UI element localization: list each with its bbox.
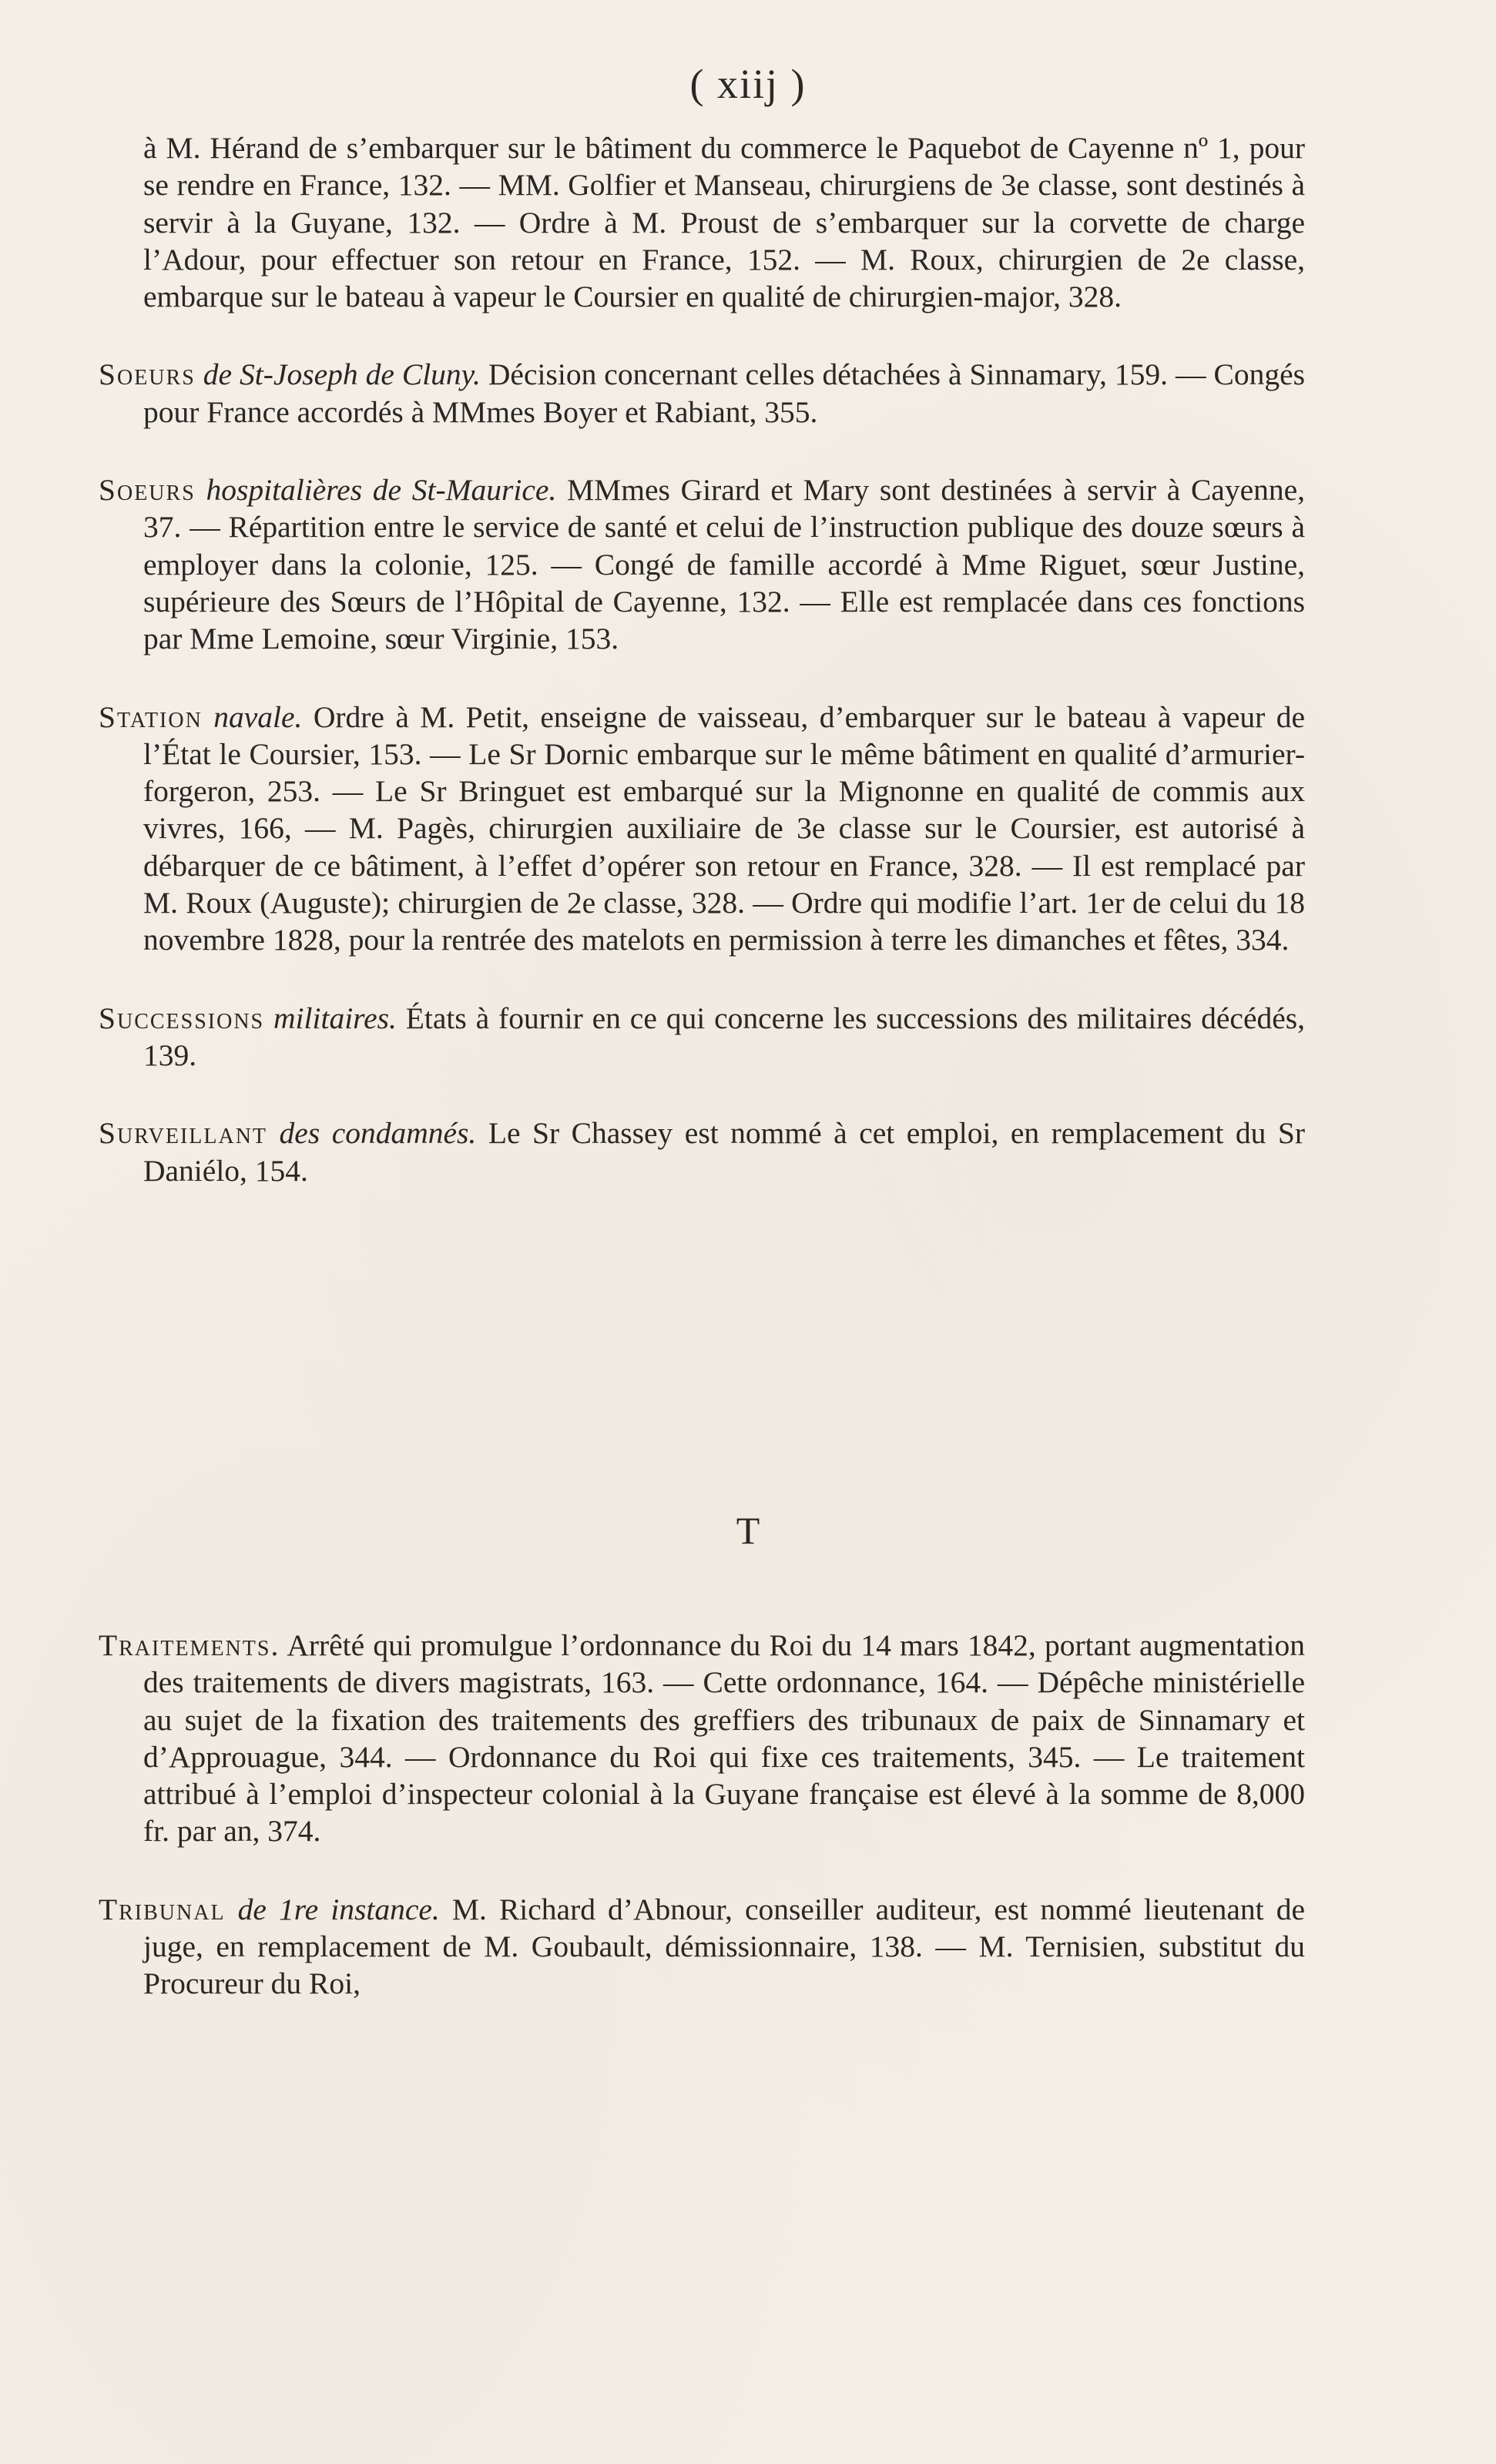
entry-successions	[99, 1000, 1305, 1074]
entry-heading-italic: de St-Joseph de Cluny.	[203, 357, 481, 392]
entry-body: M. Richard d’Abnour, conseiller auditeur, est nommé lieutenant de juge, en remplacement de M. Goubault, démissionnaire, 138. — M. Ternisien, substitut du Procureur du Roi,	[143, 1892, 1306, 2001]
entry-tribunal	[99, 1891, 1305, 2003]
entry-body: Ordre à M. Petit, enseigne de vaisseau, d’embarquer sur le bateau à vapeur de l’État le Coursier, 153. — Le Sr Dornic embarque sur le même bâtiment en qualité d’armurier-forgeron, 253. — Le Sr Bringuet est embarqué sur la Mignonne en qualité de commis aux vivres, 166, — M. Pagès, chirurgien auxiliaire de 3e classe sur le Coursier, est autorisé à débarquer de ce bâtiment, à l’effet d’opérer son retour en France, 328. — Il est remplacé par M. Roux (Auguste); chirurgien de 2e classe, 328. — Ordre qui modifie l’art. 1er de celui du 18 novembre 1828, pour la rentrée des matelots en permission à terre les dimanches et fêtes, 334.	[143, 699, 1306, 957]
entry-heading: Soeurs	[99, 473, 196, 508]
entry-heading: Soeurs	[99, 357, 196, 392]
entry-heading: Surveillant	[99, 1116, 268, 1151]
entry-body: Le Sr Chassey est nommé à cet emploi, en remplacement du Sr Daniélo, 154.	[143, 1116, 1306, 1188]
section-letter: T	[736, 1509, 760, 1552]
entry-surveillant	[99, 1115, 1305, 1189]
index-text-t	[99, 1627, 1305, 2003]
entry-continuation: à M. Hérand de s’embarquer sur le bâtiment du commerce le Paquebot de Cayenne nº 1, pour se rendre en France, 132. — MM. Golfier et Manseau, chirurgiens de 3e classe, sont destinés à servir à la Guyane, 132. — Ordre à M. Proust de s’embarquer sur la corvette de charge l’Adour, pour effectuer son retour en France, 152. — M. Roux, chirurgien de 2e classe, embarque sur le bateau à vapeur le Coursier en qualité de chirurgien-major, 328.	[143, 131, 1305, 314]
entry-station-navale	[99, 699, 1305, 959]
entry-body: MMmes Girard et Mary sont destinées à servir à Cayenne, 37. — Répartition entre le service de santé et celui de l’instruction publique des douze sœurs à employer dans la colonie, 125. — Congé de famille accordé à Mme Riguet, sœur Justine, supérieure des Sœurs de l’Hôpital de Cayenne, 132. — Elle est remplacée dans ces fonctions par Mme Lemoine, sœur Virginie, 153.	[143, 473, 1306, 656]
index-text	[99, 129, 1305, 1189]
entry-heading-italic: des condamnés.	[279, 1116, 477, 1151]
entry-heading: Station	[99, 699, 203, 734]
entry-traitements	[99, 1627, 1305, 1850]
entry-body: Décision concernant celles détachées à Sinnamary, 159. — Congés pour France accordés à MMmes Boyer et Rabiant, 355.	[143, 357, 1306, 429]
entry-heading: Tribunal	[99, 1892, 226, 1926]
entry-body: Arrêté qui promulgue l’ordonnance du Roi du 14 mars 1842, portant augmentation des traitements de divers magistrats, 163. — Cette ordonnance, 164. — Dépêche ministérielle au sujet de la fixation des traitements des greffiers des tribunaux de paix de Sinnamary et d’Approuague, 344. — Ordonnance du Roi qui fixe ces traitements, 345. — Le traitement attribué à l’emploi d’inspecteur colonial à la Guyane française est élevé à la somme de 8,000 fr. par an, 374.	[143, 1628, 1305, 1849]
entry-heading-italic: hospitalières de St-Maurice.	[206, 473, 557, 508]
page-number: ( xiij )	[689, 61, 807, 107]
entry-heading: Traitements.	[99, 1628, 280, 1662]
entry-heading: Successions	[99, 1001, 265, 1035]
entry-heading-italic: navale.	[213, 699, 303, 734]
entry-body: États à fournir en ce qui concerne les successions des militaires décédés, 139.	[143, 1001, 1305, 1072]
entry-heading-italic: de 1re instance.	[237, 1892, 440, 1926]
entry-soeurs-st-maurice	[99, 471, 1305, 657]
entry-soeurs-cluny	[99, 356, 1305, 431]
entry-heading-italic: militaires.	[273, 1001, 397, 1035]
